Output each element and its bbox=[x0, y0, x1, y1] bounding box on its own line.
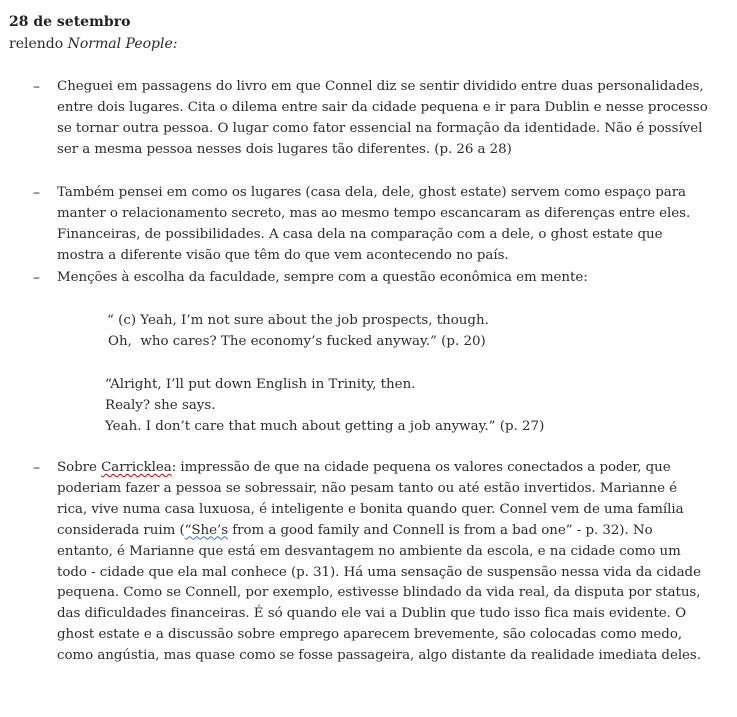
text-segment: Sobre bbox=[57, 460, 102, 475]
text-segment: : impressão de que na cidade pequena os valores conectados a poder, que poderiam fazer a pessoa se sobressair, não pesam tanto ou até estão invertidos. Marianne é rica, vive numa casa luxuosa, é inteligente e bonita quando quer. Connel vem de uma família considerada ruim ( bbox=[57, 460, 684, 538]
bullet-text: Também pensei em como os lugares (casa dela, dele, ghost estate) servem como espaço para manter o relacionamento secreto, mas ao mesmo tempo escancaram as diferenças entre eles. Financeiras, de possibilidades. A casa dela na comparação com a dele, o ghost estate que mostra a diferente visão que têm do que vem acontecendo no país. bbox=[57, 185, 691, 263]
quote-line: Realy? she says. bbox=[105, 398, 216, 413]
quote-line: “ (c) Yeah, I’m not sure about the job prospects, though. bbox=[107, 313, 489, 328]
quote-open-grammarcheck: “She’s bbox=[184, 522, 229, 538]
text-segment: from a good family and Connell is from a bad one” - p. 32). No entanto, é Marianne que está em desvantagem no ambiente da escola, e na cidade como um todo - cidade que ela mal conhece (p. 31). Há uma sensação de suspensão nessa vida da cidade pequena. Como se Connell, por exemplo, estivesse blindado da vida real, da disputa por status, das dificuldades financeiras. É só quando ele vai a Dublin que tudo isso fica mais evidente. O ghost estate e a discussão sobre emprego aparecem brevemente, são colocadas como medo, como angústia, mas quase como se fosse passageira, algo distante da realidade imediata deles. bbox=[57, 522, 701, 664]
bullet-dash: – bbox=[33, 460, 40, 476]
quote-line: Yeah. I don’t care that much about getting a job anyway.” (p. 27) bbox=[105, 419, 545, 434]
reading-subheading bbox=[9, 34, 177, 54]
date-heading: 28 de setembro bbox=[9, 14, 131, 30]
bullet-dash: – bbox=[33, 185, 40, 201]
place-name-spellcheck: Carricklea bbox=[101, 460, 172, 475]
bullet-dash: – bbox=[33, 79, 40, 95]
bullet-text: Cheguei em passagens do livro em que Connel diz se sentir dividido entre duas personalidades, entre dois lugares. Cita o dilema entre sair da cidade pequena e ir para Dublin e nesse processo se tornar outra pessoa. O lugar como fator essencial na formação da identidade. Não é possível ser a mesma pessoa nesses dois lugares tão diferentes. (p. 26 a 28) bbox=[57, 79, 708, 157]
bullet-text: Menções à escolha da faculdade, sempre com a questão econômica em mente: bbox=[57, 270, 588, 285]
book-title: Normal People: bbox=[67, 36, 178, 52]
quote-line: Oh, who cares? The economy’s fucked anyway.” (p. 20) bbox=[108, 334, 486, 349]
bullet-dash: – bbox=[33, 270, 40, 286]
quote-line: “Alright, I’ll put down English in Trinity, then. bbox=[105, 377, 416, 392]
bullet-text bbox=[57, 458, 709, 667]
reading-prefix: relendo bbox=[9, 36, 68, 52]
